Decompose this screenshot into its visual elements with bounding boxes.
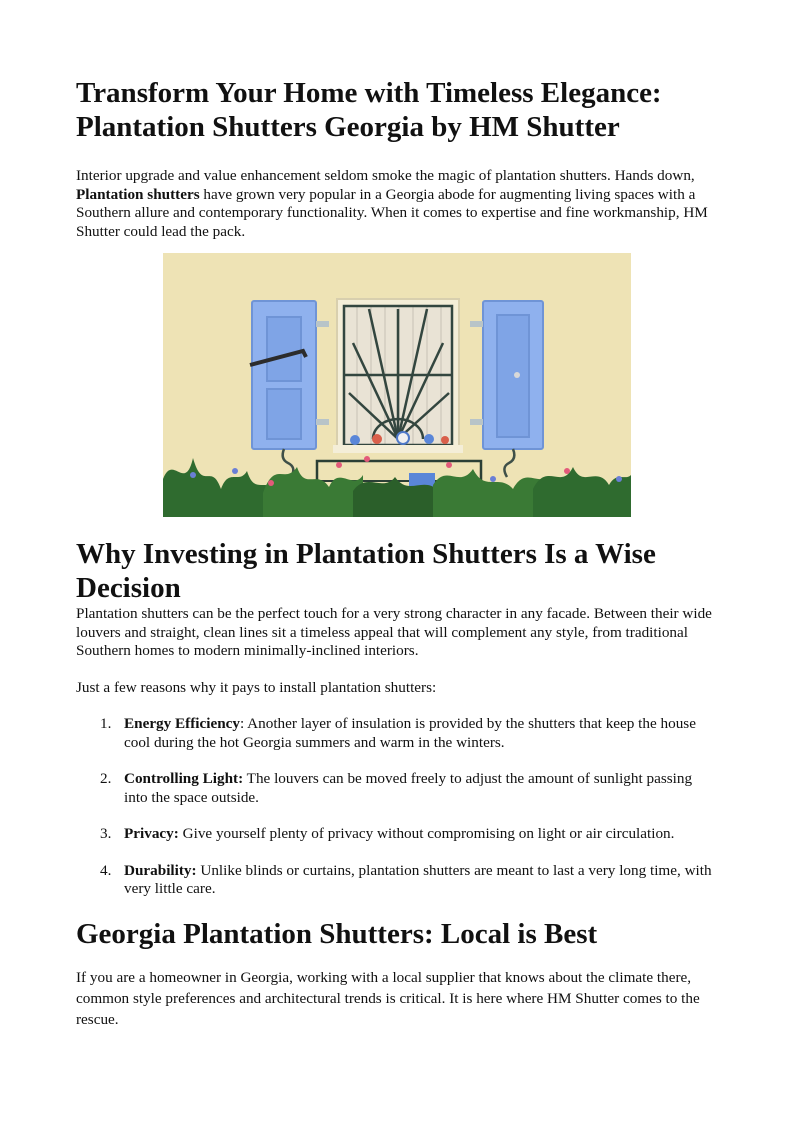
local-paragraph: If you are a homeowner in Georgia, working with a local supplier that knows about the climate there, common style preferences and architectural trends is critical. It is here where HM Shutter comes to the rescue. [76,968,700,1028]
reasons-list [76,715,716,899]
intro-text-before: Interior upgrade and value enhancement seldom smoke the magic of plantation shutters. Hands down, [76,167,695,184]
why-paragraph: Plantation shutters can be the perfect touch for a very strong character in any facade. Between their wide louvers and straight, clean lines sit a timeless appeal that will complement any style, from traditional Southern homes to modern minimally-inclined interiors. [76,605,712,659]
reason-label: Controlling Light: [124,770,244,787]
reason-label: Durability: [124,861,197,879]
reason-text: Give yourself plenty of privacy without compromising on light or air circulation. [178,825,675,842]
reason-text: The louvers can be moved freely to adjust the amount of sunlight passing into the space outside. [124,770,693,806]
shutter-window-photo [163,253,631,517]
section-heading-local: Georgia Plantation Shutters: Local is Best [76,917,598,950]
list-number: 4. [100,861,112,879]
list-item [76,715,716,752]
page-title: Transform Your Home with Timeless Elegance: Plantation Shutters Georgia by HM Shutter [76,77,662,143]
reasons-lead: Just a few reasons why it pays to install plantation shutters: [76,678,437,696]
intro-text-after: have grown very popular in a Georgia abode for augmenting living spaces with a Southern allure and contemporary functionality. When it comes to expertise and fine workmanship, HM Shutter could lead the pack. [76,185,708,240]
reason-label: Privacy: [124,825,179,842]
document-body [76,76,716,1030]
reason-text: Unlike blinds or curtains, plantation shutters are meant to last a very long time, with very little care. [124,861,712,897]
reason-text: : Another layer of insulation is provided by the shutters that keep the house cool during the hot Georgia summers and warm in the winters. [124,715,696,751]
list-item [76,770,716,807]
list-number: 3. [100,825,112,842]
list-item [76,825,716,844]
reason-label: Energy Efficiency [124,715,240,732]
list-number: 2. [100,770,112,787]
list-item [76,862,716,899]
section-heading-why: Why Investing in Plantation Shutters Is a Wise Decision [76,538,656,604]
intro-paragraph [76,167,716,241]
intro-link-plantation-shutters: Plantation shutters [76,185,200,203]
list-number: 1. [100,715,112,732]
